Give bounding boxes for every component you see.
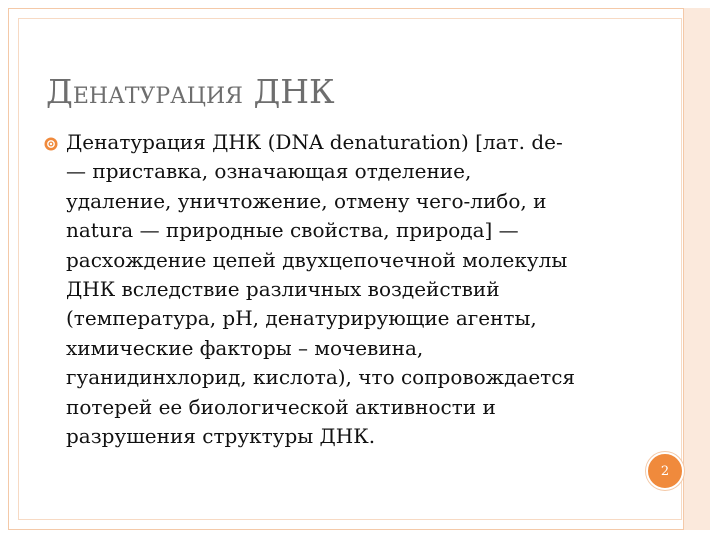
bullet-text <box>66 128 646 451</box>
bullet-line: удаление, уничтожение, отмену чего-либо, и <box>66 188 547 213</box>
title-initial: Д <box>46 72 73 111</box>
bullet-line: расхождение цепей двухцепочечной молекулы <box>66 247 568 272</box>
orange-circle-bullet-icon <box>44 137 58 151</box>
bullet-line: гуанидинхлорид, кислота), что сопровождается <box>66 365 576 390</box>
slide-title <box>46 72 335 111</box>
title-small-caps: ЕНАТУРАЦИЯ <box>72 84 243 109</box>
page-number: 2 <box>660 463 670 479</box>
bullet-line: разрушения структуры ДНК. <box>66 424 376 449</box>
title-word-dnk: ДНК <box>253 72 335 111</box>
slide-frame-stripe <box>683 8 710 530</box>
bullet-line: — приставка, означающая отделение, <box>66 159 472 184</box>
page-number-badge <box>646 452 684 490</box>
bullet-line: химические факторы – мочевина, <box>66 335 424 360</box>
bullet-line: ДНК вследствие различных воздействий <box>66 277 500 302</box>
bullet-line: natura — природные свойства, природа] — <box>66 218 519 243</box>
bullet-line: (температура, pH, денатурирующие агенты, <box>66 306 537 331</box>
bullet-line: Денатурация ДНК (DNA denaturation) [лат. de- <box>66 130 563 154</box>
bullet-line: потерей ее биологической активности и <box>66 394 496 419</box>
